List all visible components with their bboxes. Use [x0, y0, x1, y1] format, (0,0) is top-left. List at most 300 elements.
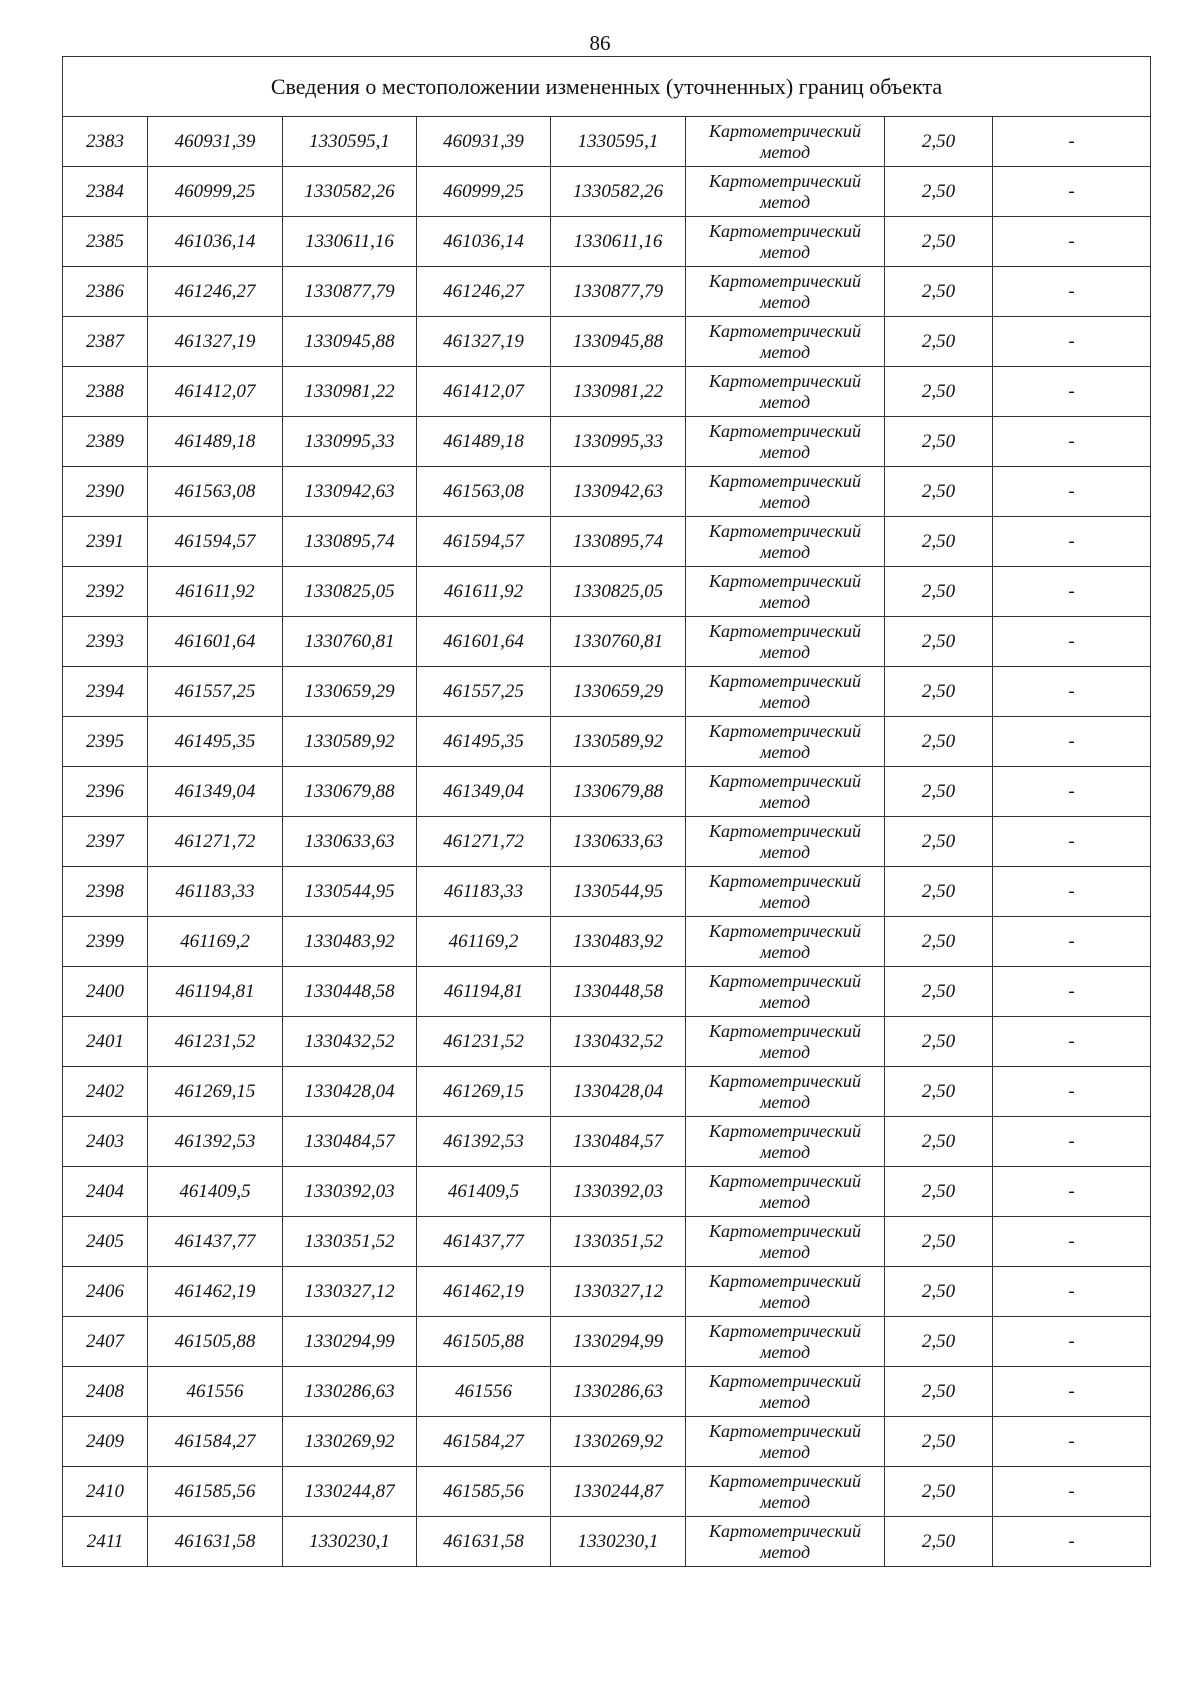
existing-y-cell: 1330269,92 [283, 1417, 417, 1467]
method-line-2: метод [759, 1391, 811, 1412]
accuracy-cell: 2,50 [885, 717, 993, 767]
point-number-cell: 2385 [63, 217, 148, 267]
existing-x-cell: 461462,19 [148, 1267, 283, 1317]
method-line-2: метод [759, 341, 811, 362]
method-cell [686, 617, 885, 667]
existing-y-cell: 1330327,12 [283, 1267, 417, 1317]
existing-y-cell: 1330244,87 [283, 1467, 417, 1517]
existing-y-cell: 1330351,52 [283, 1217, 417, 1267]
existing-y-cell: 1330392,03 [283, 1167, 417, 1217]
method-cell [686, 1017, 885, 1067]
refined-y-cell: 1330825,05 [551, 567, 686, 617]
refined-x-cell: 461392,53 [417, 1117, 551, 1167]
accuracy-cell: 2,50 [885, 367, 993, 417]
accuracy-cell: 2,50 [885, 467, 993, 517]
existing-x-cell: 461327,19 [148, 317, 283, 367]
point-number-cell: 2403 [63, 1117, 148, 1167]
note-cell: - [993, 1517, 1151, 1567]
note-cell: - [993, 267, 1151, 317]
boundary-coordinates-table [62, 56, 1151, 1567]
table-row [63, 467, 1151, 517]
method-line-1: Картометрический [708, 220, 861, 241]
method-line-1: Картометрический [708, 170, 861, 191]
refined-x-cell: 461349,04 [417, 767, 551, 817]
existing-x-cell: 461183,33 [148, 867, 283, 917]
method-line-1: Картометрический [708, 1420, 861, 1441]
method-line-1: Картометрический [708, 1470, 861, 1491]
existing-x-cell: 461505,88 [148, 1317, 283, 1367]
refined-y-cell: 1330432,52 [551, 1017, 686, 1067]
note-cell: - [993, 1217, 1151, 1267]
method-line-1: Картометрический [708, 770, 861, 791]
method-line-2: метод [759, 791, 811, 812]
table-row [63, 317, 1151, 367]
method-line-1: Картометрический [708, 270, 861, 291]
refined-x-cell: 461563,08 [417, 467, 551, 517]
refined-x-cell: 461594,57 [417, 517, 551, 567]
accuracy-cell: 2,50 [885, 767, 993, 817]
refined-x-cell: 461409,5 [417, 1167, 551, 1217]
note-cell: - [993, 667, 1151, 717]
refined-y-cell: 1330244,87 [551, 1467, 686, 1517]
table-row [63, 717, 1151, 767]
existing-y-cell: 1330659,29 [283, 667, 417, 717]
method-cell [686, 1367, 885, 1417]
table-row [63, 367, 1151, 417]
refined-y-cell: 1330484,57 [551, 1117, 686, 1167]
method-cell [686, 867, 885, 917]
method-line-2: метод [759, 1541, 811, 1562]
point-number-cell: 2402 [63, 1067, 148, 1117]
table-row [63, 267, 1151, 317]
method-line-2: метод [759, 441, 811, 462]
method-line-2: метод [759, 491, 811, 512]
existing-y-cell: 1330589,92 [283, 717, 417, 767]
table-row [63, 1217, 1151, 1267]
accuracy-cell: 2,50 [885, 967, 993, 1017]
point-number-cell: 2404 [63, 1167, 148, 1217]
refined-y-cell: 1330589,92 [551, 717, 686, 767]
table-title: Сведения о местоположении измененных (уточненных) границ объекта [63, 57, 1151, 117]
point-number-cell: 2384 [63, 167, 148, 217]
refined-x-cell: 461183,33 [417, 867, 551, 917]
existing-y-cell: 1330611,16 [283, 217, 417, 267]
method-cell [686, 817, 885, 867]
accuracy-cell: 2,50 [885, 617, 993, 667]
point-number-cell: 2406 [63, 1267, 148, 1317]
method-line-2: метод [759, 1491, 811, 1512]
method-line-2: метод [759, 1441, 811, 1462]
accuracy-cell: 2,50 [885, 217, 993, 267]
method-line-1: Картометрический [708, 1370, 861, 1391]
method-cell [686, 1417, 885, 1467]
refined-x-cell: 461611,92 [417, 567, 551, 617]
existing-y-cell: 1330582,26 [283, 167, 417, 217]
existing-x-cell: 461556 [148, 1367, 283, 1417]
method-line-2: метод [759, 1041, 811, 1062]
method-line-1: Картометрический [708, 520, 861, 541]
refined-y-cell: 1330760,81 [551, 617, 686, 667]
existing-x-cell: 461557,25 [148, 667, 283, 717]
accuracy-cell: 2,50 [885, 1317, 993, 1367]
existing-x-cell: 461585,56 [148, 1467, 283, 1517]
table-row [63, 617, 1151, 667]
accuracy-cell: 2,50 [885, 117, 993, 167]
accuracy-cell: 2,50 [885, 1267, 993, 1317]
existing-y-cell: 1330825,05 [283, 567, 417, 617]
existing-y-cell: 1330428,04 [283, 1067, 417, 1117]
refined-y-cell: 1330392,03 [551, 1167, 686, 1217]
refined-x-cell: 461495,35 [417, 717, 551, 767]
note-cell: - [993, 567, 1151, 617]
note-cell: - [993, 1117, 1151, 1167]
method-line-2: метод [759, 1141, 811, 1162]
method-line-1: Картометрический [708, 1120, 861, 1141]
table-row [63, 217, 1151, 267]
note-cell: - [993, 1267, 1151, 1317]
note-cell: - [993, 1467, 1151, 1517]
method-line-1: Картометрический [708, 120, 861, 141]
refined-x-cell: 461462,19 [417, 1267, 551, 1317]
accuracy-cell: 2,50 [885, 167, 993, 217]
existing-y-cell: 1330633,63 [283, 817, 417, 867]
method-line-1: Картометрический [708, 320, 861, 341]
note-cell: - [993, 167, 1151, 217]
note-cell: - [993, 217, 1151, 267]
refined-y-cell: 1330995,33 [551, 417, 686, 467]
existing-x-cell: 461412,07 [148, 367, 283, 417]
point-number-cell: 2383 [63, 117, 148, 167]
existing-y-cell: 1330760,81 [283, 617, 417, 667]
table-row [63, 967, 1151, 1017]
accuracy-cell: 2,50 [885, 667, 993, 717]
method-cell [686, 667, 885, 717]
method-cell [686, 1217, 885, 1267]
existing-x-cell: 461231,52 [148, 1017, 283, 1067]
method-cell [686, 1517, 885, 1567]
point-number-cell: 2409 [63, 1417, 148, 1467]
table-row [63, 117, 1151, 167]
refined-y-cell: 1330611,16 [551, 217, 686, 267]
existing-y-cell: 1330484,57 [283, 1117, 417, 1167]
refined-x-cell: 461556 [417, 1367, 551, 1417]
refined-x-cell: 461557,25 [417, 667, 551, 717]
method-cell [686, 267, 885, 317]
method-line-1: Картометрический [708, 820, 861, 841]
point-number-cell: 2386 [63, 267, 148, 317]
refined-x-cell: 461437,77 [417, 1217, 551, 1267]
table-row [63, 1317, 1151, 1367]
point-number-cell: 2393 [63, 617, 148, 667]
existing-x-cell: 461495,35 [148, 717, 283, 767]
existing-x-cell: 461194,81 [148, 967, 283, 1017]
method-line-1: Картометрический [708, 1070, 861, 1091]
method-line-1: Картометрический [708, 620, 861, 641]
method-line-1: Картометрический [708, 870, 861, 891]
refined-x-cell: 461036,14 [417, 217, 551, 267]
method-line-1: Картометрический [708, 1170, 861, 1191]
point-number-cell: 2410 [63, 1467, 148, 1517]
refined-y-cell: 1330582,26 [551, 167, 686, 217]
method-cell [686, 1267, 885, 1317]
method-cell [686, 717, 885, 767]
existing-y-cell: 1330895,74 [283, 517, 417, 567]
point-number-cell: 2411 [63, 1517, 148, 1567]
existing-y-cell: 1330595,1 [283, 117, 417, 167]
point-number-cell: 2389 [63, 417, 148, 467]
existing-x-cell: 460931,39 [148, 117, 283, 167]
refined-x-cell: 461631,58 [417, 1517, 551, 1567]
accuracy-cell: 2,50 [885, 517, 993, 567]
existing-x-cell: 461269,15 [148, 1067, 283, 1117]
point-number-cell: 2395 [63, 717, 148, 767]
method-cell [686, 367, 885, 417]
existing-y-cell: 1330981,22 [283, 367, 417, 417]
table-row [63, 817, 1151, 867]
method-line-1: Картометрический [708, 1320, 861, 1341]
existing-x-cell: 461409,5 [148, 1167, 283, 1217]
note-cell: - [993, 967, 1151, 1017]
method-line-2: метод [759, 1091, 811, 1112]
table-row [63, 1117, 1151, 1167]
refined-x-cell: 461169,2 [417, 917, 551, 967]
refined-y-cell: 1330351,52 [551, 1217, 686, 1267]
method-line-2: метод [759, 941, 811, 962]
point-number-cell: 2405 [63, 1217, 148, 1267]
method-line-2: метод [759, 391, 811, 412]
existing-x-cell: 461437,77 [148, 1217, 283, 1267]
note-cell: - [993, 817, 1151, 867]
note-cell: - [993, 1167, 1151, 1217]
existing-y-cell: 1330679,88 [283, 767, 417, 817]
note-cell: - [993, 367, 1151, 417]
note-cell: - [993, 517, 1151, 567]
refined-y-cell: 1330544,95 [551, 867, 686, 917]
point-number-cell: 2399 [63, 917, 148, 967]
table-row [63, 167, 1151, 217]
point-number-cell: 2401 [63, 1017, 148, 1067]
existing-x-cell: 461631,58 [148, 1517, 283, 1567]
existing-y-cell: 1330448,58 [283, 967, 417, 1017]
method-cell [686, 117, 885, 167]
method-line-2: метод [759, 991, 811, 1012]
note-cell: - [993, 767, 1151, 817]
refined-x-cell: 461327,19 [417, 317, 551, 367]
point-number-cell: 2391 [63, 517, 148, 567]
point-number-cell: 2408 [63, 1367, 148, 1417]
method-line-1: Картометрический [708, 420, 861, 441]
point-number-cell: 2400 [63, 967, 148, 1017]
point-number-cell: 2388 [63, 367, 148, 417]
method-line-2: метод [759, 1341, 811, 1362]
method-cell [686, 467, 885, 517]
note-cell: - [993, 317, 1151, 367]
refined-y-cell: 1330327,12 [551, 1267, 686, 1317]
table-row [63, 567, 1151, 617]
existing-y-cell: 1330877,79 [283, 267, 417, 317]
existing-x-cell: 460999,25 [148, 167, 283, 217]
existing-x-cell: 461584,27 [148, 1417, 283, 1467]
method-line-1: Картометрический [708, 470, 861, 491]
accuracy-cell: 2,50 [885, 317, 993, 367]
accuracy-cell: 2,50 [885, 417, 993, 467]
method-cell [686, 1067, 885, 1117]
table-row [63, 767, 1151, 817]
refined-x-cell: 461271,72 [417, 817, 551, 867]
refined-x-cell: 461269,15 [417, 1067, 551, 1117]
refined-y-cell: 1330230,1 [551, 1517, 686, 1567]
existing-y-cell: 1330995,33 [283, 417, 417, 467]
note-cell: - [993, 417, 1151, 467]
point-number-cell: 2396 [63, 767, 148, 817]
refined-x-cell: 461246,27 [417, 267, 551, 317]
method-cell [686, 1317, 885, 1367]
method-line-2: метод [759, 741, 811, 762]
method-line-2: метод [759, 841, 811, 862]
accuracy-cell: 2,50 [885, 1167, 993, 1217]
accuracy-cell: 2,50 [885, 867, 993, 917]
method-line-2: метод [759, 241, 811, 262]
note-cell: - [993, 467, 1151, 517]
existing-y-cell: 1330942,63 [283, 467, 417, 517]
method-cell [686, 767, 885, 817]
table-row [63, 1417, 1151, 1467]
accuracy-cell: 2,50 [885, 1217, 993, 1267]
accuracy-cell: 2,50 [885, 1417, 993, 1467]
existing-x-cell: 461489,18 [148, 417, 283, 467]
existing-x-cell: 461271,72 [148, 817, 283, 867]
method-line-2: метод [759, 541, 811, 562]
table-row [63, 867, 1151, 917]
refined-y-cell: 1330895,74 [551, 517, 686, 567]
existing-x-cell: 461169,2 [148, 917, 283, 967]
refined-x-cell: 461489,18 [417, 417, 551, 467]
refined-y-cell: 1330286,63 [551, 1367, 686, 1417]
table-row [63, 517, 1151, 567]
method-line-2: метод [759, 641, 811, 662]
refined-x-cell: 460931,39 [417, 117, 551, 167]
note-cell: - [993, 1067, 1151, 1117]
method-line-2: метод [759, 291, 811, 312]
note-cell: - [993, 617, 1151, 667]
accuracy-cell: 2,50 [885, 1017, 993, 1067]
method-line-1: Картометрический [708, 720, 861, 741]
method-line-1: Картометрический [708, 570, 861, 591]
existing-y-cell: 1330483,92 [283, 917, 417, 967]
method-line-2: метод [759, 891, 811, 912]
method-cell [686, 1117, 885, 1167]
method-cell [686, 1467, 885, 1517]
page-number: 86 [589, 31, 611, 55]
existing-y-cell: 1330544,95 [283, 867, 417, 917]
table-row [63, 1467, 1151, 1517]
method-line-1: Картометрический [708, 370, 861, 391]
method-line-2: метод [759, 591, 811, 612]
accuracy-cell: 2,50 [885, 1067, 993, 1117]
refined-y-cell: 1330945,88 [551, 317, 686, 367]
existing-x-cell: 461563,08 [148, 467, 283, 517]
accuracy-cell: 2,50 [885, 1517, 993, 1567]
refined-x-cell: 460999,25 [417, 167, 551, 217]
point-number-cell: 2390 [63, 467, 148, 517]
refined-y-cell: 1330679,88 [551, 767, 686, 817]
method-line-2: метод [759, 1191, 811, 1212]
accuracy-cell: 2,50 [885, 1117, 993, 1167]
method-cell [686, 1167, 885, 1217]
table-row [63, 1267, 1151, 1317]
accuracy-cell: 2,50 [885, 917, 993, 967]
table-row [63, 667, 1151, 717]
method-line-2: метод [759, 1241, 811, 1262]
refined-y-cell: 1330981,22 [551, 367, 686, 417]
note-cell: - [993, 717, 1151, 767]
point-number-cell: 2397 [63, 817, 148, 867]
method-line-1: Картометрический [708, 920, 861, 941]
accuracy-cell: 2,50 [885, 567, 993, 617]
method-cell [686, 217, 885, 267]
method-line-1: Картометрический [708, 670, 861, 691]
existing-y-cell: 1330294,99 [283, 1317, 417, 1367]
refined-y-cell: 1330269,92 [551, 1417, 686, 1467]
accuracy-cell: 2,50 [885, 1367, 993, 1417]
refined-x-cell: 461194,81 [417, 967, 551, 1017]
method-line-1: Картометрический [708, 1220, 861, 1241]
refined-x-cell: 461601,64 [417, 617, 551, 667]
method-cell [686, 517, 885, 567]
method-line-1: Картометрический [708, 1020, 861, 1041]
note-cell: - [993, 867, 1151, 917]
refined-y-cell: 1330428,04 [551, 1067, 686, 1117]
existing-y-cell: 1330286,63 [283, 1367, 417, 1417]
refined-y-cell: 1330942,63 [551, 467, 686, 517]
method-line-2: метод [759, 191, 811, 212]
accuracy-cell: 2,50 [885, 1467, 993, 1517]
refined-x-cell: 461584,27 [417, 1417, 551, 1467]
existing-x-cell: 461349,04 [148, 767, 283, 817]
method-line-1: Картометрический [708, 1270, 861, 1291]
refined-x-cell: 461505,88 [417, 1317, 551, 1367]
note-cell: - [993, 1417, 1151, 1467]
refined-y-cell: 1330448,58 [551, 967, 686, 1017]
note-cell: - [993, 117, 1151, 167]
method-cell [686, 917, 885, 967]
refined-y-cell: 1330483,92 [551, 917, 686, 967]
existing-x-cell: 461036,14 [148, 217, 283, 267]
table-row [63, 1017, 1151, 1067]
point-number-cell: 2392 [63, 567, 148, 617]
method-line-2: метод [759, 1291, 811, 1312]
existing-x-cell: 461392,53 [148, 1117, 283, 1167]
refined-y-cell: 1330595,1 [551, 117, 686, 167]
note-cell: - [993, 917, 1151, 967]
refined-y-cell: 1330877,79 [551, 267, 686, 317]
method-line-2: метод [759, 141, 811, 162]
existing-y-cell: 1330432,52 [283, 1017, 417, 1067]
table-row [63, 1367, 1151, 1417]
method-line-1: Картометрический [708, 970, 861, 991]
method-cell [686, 317, 885, 367]
method-cell [686, 417, 885, 467]
method-cell [686, 567, 885, 617]
existing-x-cell: 461246,27 [148, 267, 283, 317]
table-row [63, 1067, 1151, 1117]
refined-x-cell: 461231,52 [417, 1017, 551, 1067]
existing-x-cell: 461594,57 [148, 517, 283, 567]
note-cell: - [993, 1017, 1151, 1067]
point-number-cell: 2398 [63, 867, 148, 917]
refined-x-cell: 461412,07 [417, 367, 551, 417]
existing-y-cell: 1330945,88 [283, 317, 417, 367]
